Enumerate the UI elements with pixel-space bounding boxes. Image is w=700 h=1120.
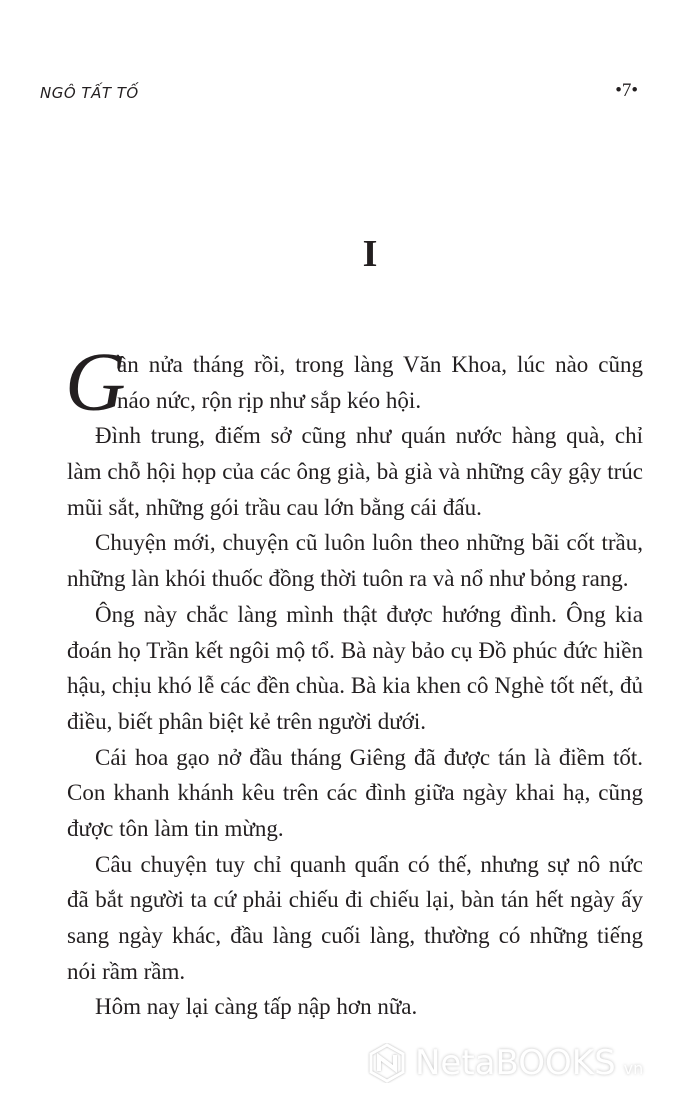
watermark-brand: NetaBOOKS xyxy=(415,1043,616,1083)
text-line: hậu, chịu khó lễ các đền chùa. Bà kia khen cô Nghè tốt nết, đủ xyxy=(67,673,643,699)
text-line: được tôn làm tin mừng. xyxy=(67,815,284,841)
text-line: nói rầm rầm. xyxy=(67,958,186,984)
page-number: •7• xyxy=(615,80,638,101)
chapter-title: I xyxy=(362,233,378,275)
text-line: sang ngày khác, đầu làng cuối làng, thường có những tiếng xyxy=(67,923,643,948)
text-line: ần nửa tháng rồi, trong làng Văn Khoa, lúc nào cũng xyxy=(117,352,643,377)
text-line: Hôm nay lại càng tấp nập hơn nữa. xyxy=(95,994,418,1020)
text-line: những làn khói thuốc đồng thời tuôn ra và nổ như bỏng rang. xyxy=(67,566,629,592)
text-line: điều, biết phân biệt kẻ trên người dưới. xyxy=(67,708,427,734)
text-line: Ông này chắc làng mình thật được hướng đình. Ông kia xyxy=(95,601,643,627)
text-line: Chuyện mới, chuyện cũ luôn luôn theo những bãi cốt trầu, xyxy=(95,530,643,556)
text-line: đoán họ Trần kết ngôi mộ tổ. Bà này bảo cụ Đồ phúc đức hiền xyxy=(67,637,643,663)
running-head-author: NGÔ TẤT TỐ xyxy=(40,84,139,102)
text-line: Câu chuyện tuy chỉ quanh quẩn có thế, nhưng sự nô nức xyxy=(95,851,643,877)
text-line: đã bắt người ta cứ phải chiếu đi chiếu lại, bàn tán hết ngày ấy xyxy=(67,887,643,913)
netabooks-logo-icon xyxy=(367,1043,407,1083)
text-line: mũi sắt, những gói trầu cau lớn bằng cái đấu. xyxy=(67,494,482,520)
watermark-logo xyxy=(367,1043,643,1083)
text-line: Cái hoa gạo nở đầu tháng Giêng đã được tán là điềm tốt. xyxy=(95,744,643,770)
text-line: náo nức, rộn rịp như sắp kéo hội. xyxy=(117,387,422,413)
body-text xyxy=(65,336,643,1025)
text-line: Đình trung, điếm sở cũng như quán nước hàng quà, chỉ xyxy=(95,423,643,449)
text-line: làm chỗ hội họp của các ông già, bà già và những cây gậy trúc xyxy=(67,459,643,485)
watermark-suffix: vn xyxy=(623,1058,644,1078)
text-line: Con khanh khánh kêu trên các đình giữa ngày khai hạ, cũng xyxy=(67,780,643,806)
drop-cap: G xyxy=(65,336,126,429)
